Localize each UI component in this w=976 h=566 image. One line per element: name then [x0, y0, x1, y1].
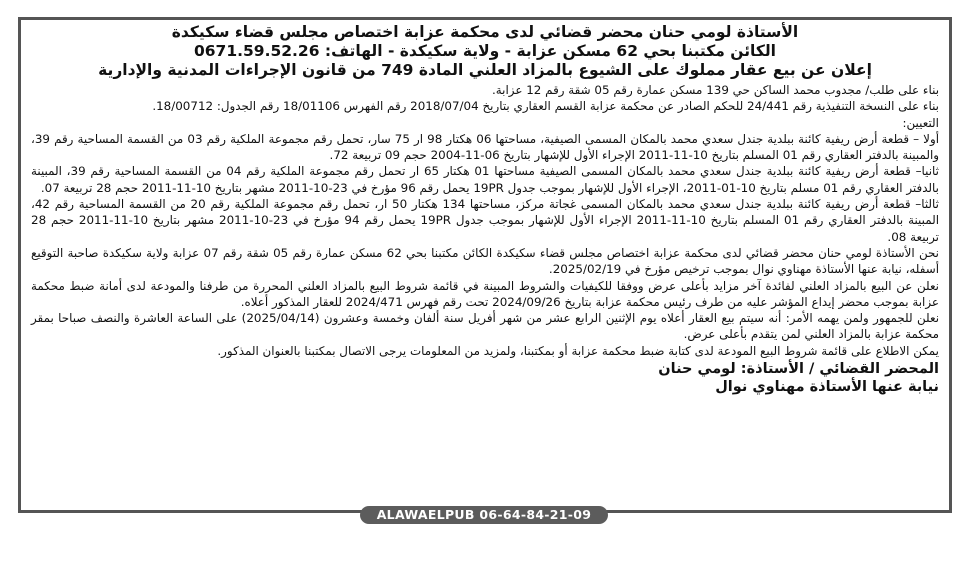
bailiff-statement-paragraph: نحن الأستاذة لومي حنان محضر قضائي لدى محكمة عزابة اختصاص مجلس قضاء سكيكدة الكائن مكتبنا بحي 62 مسكن عمارة رقم 05 شقة رقم 07 عزابة ولاية سكيكدة صاحبة التوقيع أسفله، نيابة عنها الأستاذة مهناوي نوال بموجب ترخيص مؤرخ في 2025/02/19.: [31, 245, 939, 277]
bailiff-title: الأستاذة لومي حنان محضر قضائي لدى محكمة عزابة اختصاص مجلس قضاء سكيكدة: [171, 23, 799, 41]
sale-date-paragraph: نعلن للجمهور ولمن يهمه الأمر: أنه سيتم بيع العقار أعلاه يوم الإثنين الرابع عشر من شهر أفريل سنة ألفان وخمسة وعشرون (2025/04/14) على الساعة العاشرة والنصف صباحا بمقر محكمة عزابة بالمزاد العلني لمن يتقدم بأعلى عرض.: [31, 311, 940, 342]
signature-block: [31, 360, 939, 396]
consultation-paragraph: يمكن الاطلاع على قائمة شروط البيع المودعة لدى كتابة ضبط محكمة عزابة أو بمكتبنا، ولمزيد من المعلومات يرجى الاتصال بمكتبنا بالعنوان المذكور.: [217, 343, 939, 358]
announcement-header: [31, 23, 939, 80]
signature-line-bailiff: المحضر القضائي / الأستاذة: لومي حنان: [658, 361, 939, 378]
parcel-first-paragraph: أولا – قطعة أرض ريفية كائنة ببلدية جندل سعدي محمد بالمكان المسمى الصيفية، مساحتها 06 هكتار 98 ار 75 سار، تحمل رقم مجموعة الملكية رقم 03 من القسمة المساحية رقم 39، والمبينة بالدفتر العقاري رقم 01 المسلم بتاريخ 10-11-2011 الإجراء الأول للإشهار بتاريخ 06-11-2004 حجم 09 تربيعة 72.: [31, 131, 939, 163]
announcement-frame: [18, 17, 952, 513]
designation-heading: التعيين:: [902, 115, 939, 130]
announcement-title: إعلان عن بيع عقار مملوك على الشيوع بالمزاد العلني المادة 749 من قانون الإجراءات المدنية والإدارية: [98, 61, 872, 79]
publisher-tag: ALAWAELPUB 06-64-84-21-09: [360, 506, 608, 524]
office-address-phone: الكائن مكتبنا بحي 62 مسكن عزابة - ولاية سكيكدة - الهاتف: 0671.59.52.26: [193, 42, 776, 60]
signature-line-deputy: نيابة عنها الأستاذة مهناوي نوال: [715, 379, 939, 396]
auction-announcement-paragraph: نعلن عن البيع بالمزاد العلني لفائدة آخر مزايد بأعلى عرض ووفقا للكيفيات والشروط المبينة في قائمة شروط البيع بالمزاد العلني المحررة من طرفنا والمودعة لدى أمانة ضبط محكمة عزابة بموجب محضر إيداع المؤشر عليه من طرف رئيس محكمة عزابة بتاريخ 2024/09/26 تحت رقم فهرس 2024/471 للعقار المذكور أعلاه.: [31, 278, 939, 309]
parcel-third-paragraph: ثالثا– قطعة أرض ريفية كائنة ببلدية جندل سعدي محمد بالمكان المسمى غجاتة مركز، مساحتها 134 هكتار 50 ار، تحمل رقم مجموعة الملكية رقم 20 من القسمة المساحية رقم 42، المبينة بالدفتر العقاري رقم 01 المسلم بتاريخ 10-11-2011 الإجراء الأول للإشهار بموجب جدول 19PR يحمل رقم 94 مؤرخ في 23-10-2011 مشهر بتاريخ 10-11-2011 حجم 28 تربيعة 08.: [31, 197, 940, 244]
parcel-second-paragraph: ثانيا– قطعة أرض ريفية كائنة ببلدية جندل سعدي محمد بالمكان المسمى الصيفية مساحتها 01 هكتار 65 ار تحمل رقم مجموعة الملكية رقم 04 من القسمة المساحية رقم 39، المبينة بالدفتر العقاري رقم 01 مسلم بتاريخ 10-01-2011، الإجراء الأول للإشهار بموجب جدول 19PR يحمل رقم 96 مؤرخ في 23-10-2011 مشهر بتاريخ 10-11-2011 حجم 28 تربيعة 07.: [31, 164, 939, 195]
requester-paragraph: بناء على طلب/ مجدوب محمد الساكن حي 139 مسكن عمارة رقم 05 شقة رقم 12 عزابة.: [492, 83, 939, 97]
announcement-body: [31, 82, 939, 359]
executive-copy-paragraph: بناء على النسخة التنفيذية رقم 24/441 للحكم الصادر عن محكمة عزابة القسم العقاري بتاريخ 2018/07/04 رقم الفهرس 18/01106 رقم الجدول: 18/00712.: [152, 99, 939, 114]
